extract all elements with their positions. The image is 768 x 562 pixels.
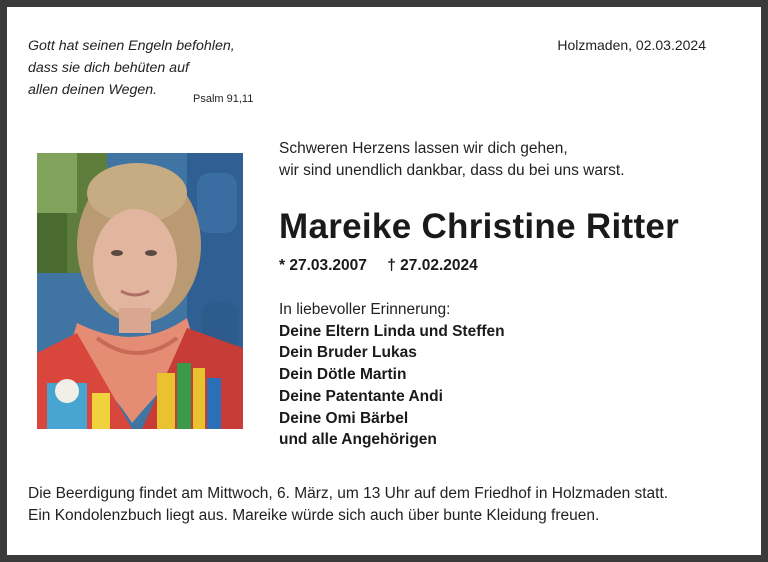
mourners-section: [279, 299, 505, 451]
quote-line: Gott hat seinen Engeln befohlen,: [28, 38, 235, 54]
funeral-line: Ein Kondolenzbuch liegt aus. Mareike würde sich auch über bunte Kleidung freuen.: [28, 506, 600, 524]
place-date: Holzmaden, 02.03.2024: [557, 37, 706, 53]
birth-date: * 27.03.2007: [279, 257, 367, 274]
life-dates: [279, 257, 478, 275]
portrait-image: [37, 153, 243, 429]
quote-line: allen deinen Wegen.: [28, 82, 158, 98]
mourner-line: Deine Eltern Linda und Steffen: [279, 322, 505, 340]
lead-line: Schweren Herzens lassen wir dich gehen,: [279, 140, 568, 157]
mourner-line: Deine Patentante Andi: [279, 387, 443, 405]
lead-line: wir sind unendlich dankbar, dass du bei uns warst.: [279, 162, 625, 179]
quote-line: dass sie dich behüten auf: [28, 60, 189, 76]
mourner-line: Dein Bruder Lukas: [279, 344, 417, 362]
funeral-line: Die Beerdigung findet am Mittwoch, 6. März, um 13 Uhr auf dem Friedhof in Holzmaden statt.: [28, 485, 669, 502]
lead-text: [279, 138, 625, 182]
deceased-name: Mareike Christine Ritter: [279, 207, 680, 246]
mourner-line: und alle Angehörigen: [279, 431, 437, 449]
mourner-line: Dein Dötle Martin: [279, 366, 407, 384]
funeral-notice: [28, 483, 668, 526]
memory-intro: In liebevoller Erinnerung:: [279, 301, 451, 318]
death-date: † 27.02.2024: [387, 257, 478, 274]
portrait-photo: [37, 153, 243, 429]
quote-source: Psalm 91,11: [193, 93, 254, 105]
bible-quote: [28, 35, 235, 101]
mourner-line: Deine Omi Bärbel: [279, 409, 409, 427]
